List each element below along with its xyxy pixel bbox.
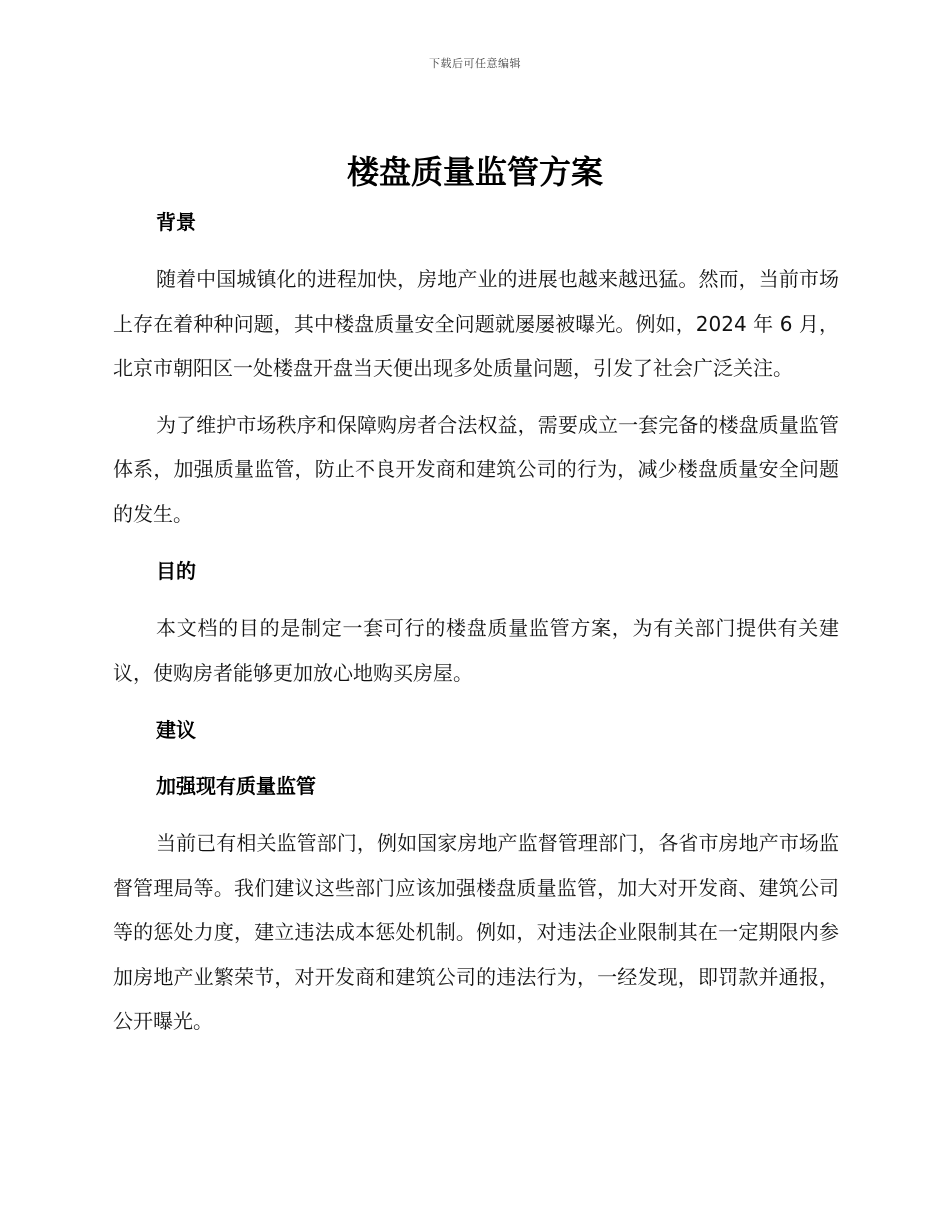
suggestions-paragraph-1: 当前已有相关监管部门，例如国家房地产监督管理部门，各省市房地产市场监督管理局等。我们建议这些部门应该加强楼盘质量监管，加大对开发商、建筑公司等的惩处力度，建立违法成本惩处机制。例如，对违法企业限制其在一定期限内参加房地产业繁荣节，对开发商和建筑公司的违法行为，一经发现，即罚款并通报，公开曝光。 [113,831,839,1033]
section-heading-purpose: 目的 [156,559,196,583]
background-paragraph-2: 为了维护市场秩序和保障购房者合法权益，需要成立一套完备的楼盘质量监管体系，加强质量监管，防止不良开发商和建筑公司的行为，减少楼盘质量安全问题的发生。 [113,412,839,526]
section-heading-suggestions: 建议 [156,718,196,742]
purpose-paragraph-1: 本文档的目的是制定一套可行的楼盘质量监管方案，为有关部门提供有关建议，使购房者能够更加放心地购买房屋。 [113,616,839,685]
document-title: 楼盘质量监管方案 [346,153,603,191]
subsection-heading-strengthen-supervision: 加强现有质量监管 [156,774,316,798]
background-paragraph-1: 随着中国城镇化的进程加快，房地产业的进展也越来越迅猛。然而，当前市场上存在着种种问题，其中楼盘质量安全问题就屡屡被曝光。例如，2024 年 6 月，北京市朝阳区一处楼盘开盘当天便出现多处质量问题，引发了社会广泛关注。 [113,267,839,380]
document-body [113,200,839,1044]
section-heading-background: 背景 [156,210,196,234]
header-note: 下载后可任意编辑 [429,57,521,70]
